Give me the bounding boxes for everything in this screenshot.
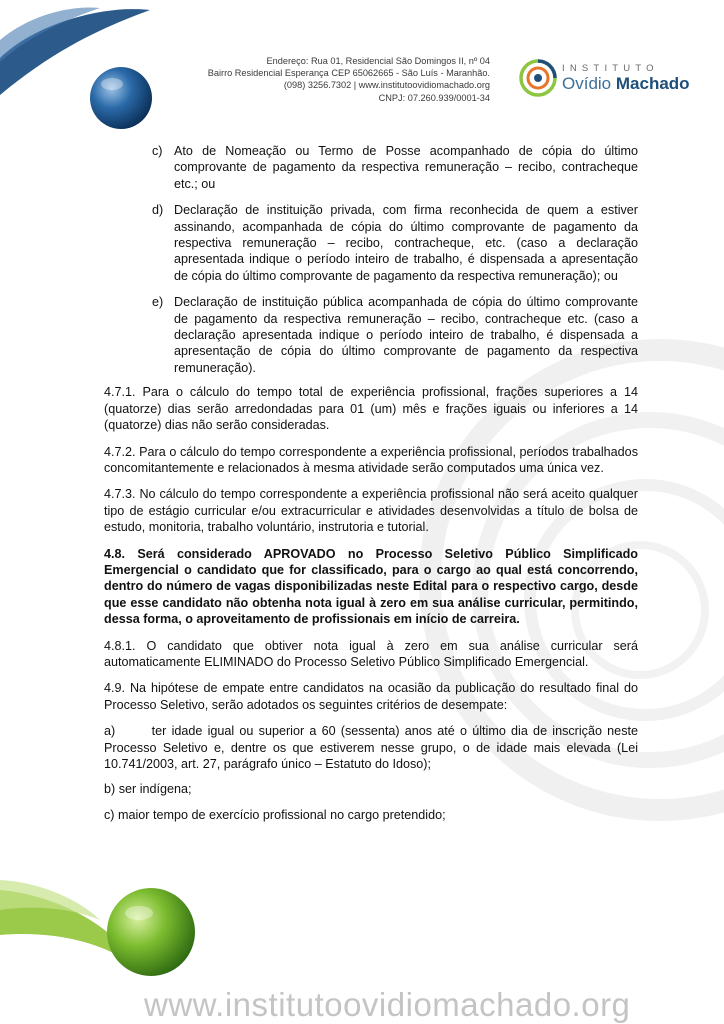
item-text: Declaração de instituição privada, com firma reconhecida de quem a estiver assinando, acompanhada de cópia do último comprovante de pagamento da respectiva remuneração – recibo, contracheque, etc. (caso a declaração apresentada indique o período inteiro de trabalho, é dispensada a apresentação de cópia do último comprovante de pagamento da respectiva remuneração); ou — [174, 203, 638, 283]
list-item-d — [152, 202, 638, 284]
logo-name-regular: Ovídio — [562, 74, 612, 93]
footer-website: www.institutoovidiomachado.org — [144, 986, 631, 1023]
address-line: CNPJ: 07.260.939/0001-34 — [378, 92, 490, 103]
item-text: Ato de Nomeação ou Termo de Posse acompanhado de cópia do último comprovante de pagamento da respectiva remuneração – recibo, contracheque etc.; ou — [174, 144, 638, 191]
paragraph-4-7-3: 4.7.3. No cálculo do tempo correspondente a experiência profissional não será aceito qualquer tipo de estágio curricular e/ou extracurricular e atividades desenvolvidas a título de bolsa de estudo, monitoria, trabalho voluntário, instrutoria e tutorial. — [104, 487, 638, 535]
list-item-e — [152, 294, 638, 376]
item-label: e) — [152, 295, 164, 310]
logo-name-bold: Machado — [615, 74, 690, 93]
address-line: Bairro Residencial Esperança CEP 65062665 - São Luís - Maranhão. — [207, 68, 490, 79]
paragraph-4-9: 4.9. Na hipótese de empate entre candidatos na ocasião da publicação do resultado final do Processo Seletivo, serão adotados os seguintes critérios de desempate: — [104, 681, 638, 712]
institute-logo — [516, 56, 696, 100]
paragraph-4-8-1: 4.8.1. O candidato que obtiver nota igual à zero em sua análise curricular será automaticamente ELIMINADO do Processo Seletivo Público Simplificado Emergencial. — [104, 638, 638, 669]
list-item-c — [152, 143, 638, 192]
item-text: Declaração de instituição pública acompanhada de cópia do último comprovante de pagamento da respectiva remuneração – recibo, contracheque etc. (caso a declaração apresentada indique o período inteiro de trabalho, é dispensada a apresentação de cópia do último comprovante de pagamento da respectiva remuneração). — [174, 295, 638, 375]
paragraph-4-7-1: 4.7.1. Para o cálculo do tempo total de experiência profissional, frações superiores a 14 (quatorze) dias serão arredondadas para 01 (um) mês e frações iguais ou inferiores a 14 (quatorze) dias não serão consideradas. — [104, 385, 638, 433]
criterion-b: b) ser indígena; — [104, 782, 192, 797]
logo-name — [562, 74, 690, 94]
criterion-c: c) maior tempo de exercício profissional no cargo pretendido; — [104, 807, 446, 822]
header-address — [186, 55, 490, 104]
address-line: Endereço: Rua 01, Residencial São Domingos II, nº 04 — [266, 56, 490, 66]
criterion-a: a) ter idade igual ou superior a 60 (sessenta) anos até o último dia de inscrição neste Processo Seletivo e, dentre os que estiverem nesse grupo, o de idade mais elevada (Lei 10.741/2003, art. 27, parágrafo único – Estatuto do Idoso); — [104, 724, 638, 771]
document-body — [104, 143, 638, 823]
item-label: c) — [152, 144, 163, 158]
address-line: (098) 3256.7302 | www.institutoovidiomachado.org — [283, 80, 490, 91]
item-label: d) — [152, 203, 164, 218]
logo-instituto: INSTITUTO — [562, 63, 659, 74]
paragraph-4-8: 4.8. Será considerado APROVADO no Processo Seletivo Público Simplificado Emergencial o candidato que for classificado, para o cargo ao qual está concorrendo, dentro do número de vagas disponibilizadas neste Edital para o respectivo cargo, desde que esse candidato não obtenha nota igual à zero em sua análise curricular, permitindo, dessa forma, o aproveitamento de profissionais em início de carreira. — [104, 546, 638, 627]
logo-icon — [516, 56, 560, 100]
paragraph-4-7-2: 4.7.2. Para o cálculo do tempo correspondente a experiência profissional, períodos trabalhados concomitantemente e relacionados à mesma atividade serão computados uma única vez. — [104, 444, 638, 475]
